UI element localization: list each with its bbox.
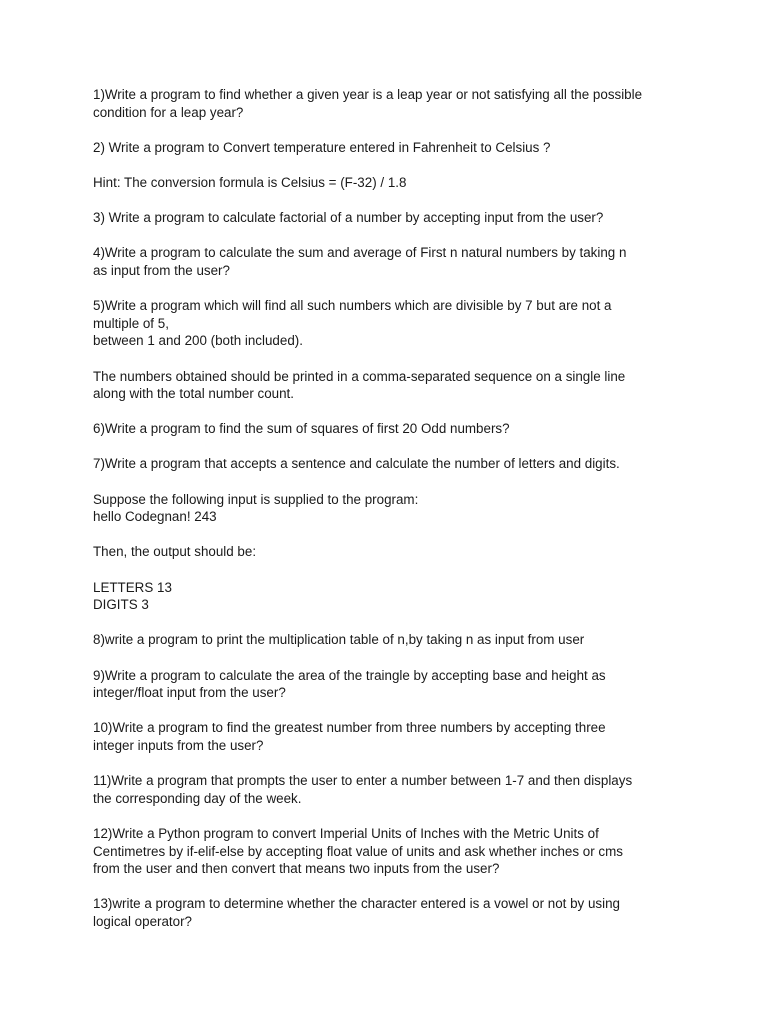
text-line: 10)Write a program to find the greatest number from three numbers by accepting three <box>93 720 606 736</box>
question-paragraph <box>93 491 693 526</box>
text-line: Then, the output should be: <box>93 544 257 560</box>
text-line: The numbers obtained should be printed in a comma-separated sequence on a single line <box>93 368 626 384</box>
text-line: integer inputs from the user? <box>93 737 264 753</box>
question-paragraph <box>93 174 693 192</box>
question-paragraph <box>93 368 693 403</box>
text-line: multiple of 5, <box>93 315 169 331</box>
question-paragraph <box>93 455 693 473</box>
text-line: 1)Write a program to find whether a given year is a leap year or not satisfying all the possible <box>93 87 643 102</box>
text-line: 7)Write a program that accepts a sentence and calculate the number of letters and digits. <box>93 456 620 472</box>
text-line: 4)Write a program to calculate the sum and average of First n natural numbers by taking n <box>93 245 627 261</box>
question-paragraph <box>93 244 693 279</box>
question-paragraph <box>93 772 693 807</box>
question-paragraph <box>93 543 693 561</box>
text-line: 13)write a program to determine whether the character entered is a vowel or not by using <box>93 896 620 912</box>
text-line: hello Codegnan! 243 <box>93 509 217 525</box>
text-line: along with the total number count. <box>93 386 294 402</box>
text-line: 2) Write a program to Convert temperature entered in Fahrenheit to Celsius ? <box>93 139 551 155</box>
text-line: Suppose the following input is supplied to the program: <box>93 491 419 507</box>
text-line: Centimetres by if-elif-else by accepting float value of units and ask whether inches or cms <box>93 843 623 859</box>
text-line: from the user and then convert that means two inputs from the user? <box>93 861 500 877</box>
question-paragraph <box>93 420 693 438</box>
text-line: 8)write a program to print the multiplication table of n,by taking n as input from user <box>93 632 585 648</box>
question-paragraph <box>93 139 693 157</box>
question-paragraph <box>93 719 693 754</box>
text-line: 12)Write a Python program to convert Imperial Units of Inches with the Metric Units of <box>93 825 599 841</box>
text-line: LETTERS 13 <box>93 579 172 595</box>
text-line: 6)Write a program to find the sum of squares of first 20 Odd numbers? <box>93 421 510 437</box>
text-line: 5)Write a program which will find all such numbers which are divisible by 7 but are not a <box>93 298 612 314</box>
question-paragraph <box>93 825 693 878</box>
text-line: between 1 and 200 (both included). <box>93 333 303 349</box>
text-line: logical operator? <box>93 913 193 929</box>
question-paragraph <box>93 86 693 121</box>
question-paragraph <box>93 667 693 702</box>
text-line: 9)Write a program to calculate the area of the traingle by accepting base and height as <box>93 667 606 683</box>
text-line: 3) Write a program to calculate factorial of a number by accepting input from the user? <box>93 210 604 226</box>
document-body <box>93 86 693 948</box>
text-line: condition for a leap year? <box>93 104 244 120</box>
text-line: the corresponding day of the week. <box>93 790 302 806</box>
text-line: integer/float input from the user? <box>93 685 286 701</box>
text-line: DIGITS 3 <box>93 597 149 613</box>
question-paragraph <box>93 579 693 614</box>
question-paragraph <box>93 209 693 227</box>
question-paragraph <box>93 297 693 350</box>
question-paragraph <box>93 631 693 649</box>
text-line: Hint: The conversion formula is Celsius = (F-32) / 1.8 <box>93 174 407 190</box>
question-paragraph <box>93 895 693 930</box>
text-line: 11)Write a program that prompts the user to enter a number between 1-7 and then displays <box>93 773 633 789</box>
text-line: as input from the user? <box>93 262 230 278</box>
